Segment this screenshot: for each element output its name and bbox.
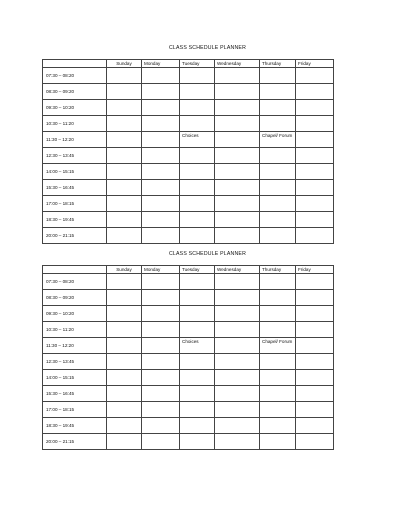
day-header-monday: Monday: [142, 266, 180, 274]
schedule-cell: [296, 338, 334, 354]
schedule-cell: [296, 322, 334, 338]
schedule-cell: [260, 418, 296, 434]
schedule-row: [43, 290, 334, 306]
schedule-cell: [215, 196, 260, 212]
day-header-friday: Friday: [296, 60, 334, 68]
schedule-row: [43, 386, 334, 402]
schedule-cell: [215, 116, 260, 132]
schedule-row: [43, 148, 334, 164]
schedule-cell: [296, 84, 334, 100]
schedule-cell: [107, 164, 142, 180]
schedule-row: [43, 228, 334, 244]
time-column-header: [43, 266, 107, 274]
schedule-cell: [260, 434, 296, 450]
schedule-cell: [142, 306, 180, 322]
schedule-row: [43, 274, 334, 290]
schedule-cell: [215, 418, 260, 434]
schedule-cell: [215, 322, 260, 338]
schedule-cell: [296, 402, 334, 418]
schedule-cell: [215, 100, 260, 116]
schedule-cell: [260, 322, 296, 338]
schedule-cell: [142, 148, 180, 164]
day-header-friday: Friday: [296, 266, 334, 274]
time-slot-label: 15:30 – 16:45: [43, 386, 107, 402]
schedule-table: [42, 265, 334, 450]
schedule-cell: [142, 338, 180, 354]
schedule-cell: [107, 228, 142, 244]
schedule-row: [43, 354, 334, 370]
schedule-cell: [107, 386, 142, 402]
time-slot-label: 15:30 – 16:45: [43, 180, 107, 196]
day-header-wednesday: Wednesday: [215, 266, 260, 274]
schedule-cell: [260, 354, 296, 370]
schedule-row: [43, 338, 334, 354]
schedule-cell: [296, 354, 334, 370]
schedule-cell: [142, 180, 180, 196]
schedule-cell: [107, 68, 142, 84]
time-slot-label: 17:00 – 18:15: [43, 402, 107, 418]
time-slot-label: 09:30 – 10:20: [43, 306, 107, 322]
time-slot-label: 17:00 – 18:15: [43, 196, 107, 212]
time-slot-label: 18:30 – 19:45: [43, 212, 107, 228]
time-slot-label: 18:30 – 19:45: [43, 418, 107, 434]
schedule-cell: [107, 180, 142, 196]
schedule-row: [43, 402, 334, 418]
schedule-row: [43, 68, 334, 84]
time-column-header: [43, 60, 107, 68]
schedule-cell: [180, 306, 215, 322]
schedule-cell: [180, 100, 215, 116]
schedule-cell: [296, 306, 334, 322]
schedule-cell: [296, 196, 334, 212]
schedule-cell: [142, 132, 180, 148]
schedule-cell: [180, 434, 215, 450]
schedule-cell: [260, 84, 296, 100]
schedule-cell: [142, 68, 180, 84]
planner-title: CLASS SCHEDULE PLANNER: [168, 45, 247, 51]
schedule-cell: [180, 274, 215, 290]
time-slot-label: 11:30 – 12:20: [43, 338, 107, 354]
schedule-cell: [260, 274, 296, 290]
day-header-tuesday: Tuesday: [180, 266, 215, 274]
schedule-cell: [142, 228, 180, 244]
schedule-cell: [142, 196, 180, 212]
schedule-cell: [107, 290, 142, 306]
schedule-cell: [180, 116, 215, 132]
day-header-thursday: Thursday: [260, 266, 296, 274]
schedule-cell: [296, 212, 334, 228]
schedule-cell: [180, 228, 215, 244]
header-row: [43, 266, 334, 274]
schedule-cell: [296, 164, 334, 180]
schedule-row: [43, 212, 334, 228]
schedule-cell: [107, 100, 142, 116]
schedule-cell: [107, 132, 142, 148]
schedule-cell: [142, 418, 180, 434]
schedule-cell: [142, 322, 180, 338]
schedule-cell: Choices: [180, 132, 215, 148]
schedule-cell: [107, 434, 142, 450]
schedule-cell: [107, 274, 142, 290]
schedule-cell: [180, 322, 215, 338]
schedule-cell: [107, 370, 142, 386]
schedule-cell: [180, 148, 215, 164]
time-slot-label: 07:30 – 08:20: [43, 274, 107, 290]
schedule-row: [43, 434, 334, 450]
schedule-row: [43, 84, 334, 100]
schedule-cell: [296, 418, 334, 434]
schedule-cell: [215, 306, 260, 322]
schedule-cell: [260, 180, 296, 196]
schedule-cell: [142, 402, 180, 418]
schedule-row: [43, 180, 334, 196]
schedule-cell: [260, 196, 296, 212]
schedule-cell: [107, 418, 142, 434]
schedule-cell: [142, 164, 180, 180]
time-slot-label: 11:30 – 12:20: [43, 132, 107, 148]
time-slot-label: 08:30 – 09:20: [43, 84, 107, 100]
schedule-planner-1: [42, 44, 333, 244]
schedule-cell: [180, 164, 215, 180]
time-slot-label: 14:00 – 15:15: [43, 164, 107, 180]
day-header-wednesday: Wednesday: [215, 60, 260, 68]
schedule-cell: [215, 228, 260, 244]
schedule-cell: [142, 354, 180, 370]
schedule-cell: [107, 402, 142, 418]
time-slot-label: 20:00 – 21:15: [43, 228, 107, 244]
schedule-cell: [260, 68, 296, 84]
schedule-cell: [296, 180, 334, 196]
schedule-cell: [180, 418, 215, 434]
schedule-cell: [180, 402, 215, 418]
time-slot-label: 12:30 – 13:45: [43, 148, 107, 164]
schedule-cell: [180, 68, 215, 84]
schedule-cell: [180, 370, 215, 386]
schedule-cell: [142, 100, 180, 116]
schedule-cell: [180, 84, 215, 100]
schedule-cell: [142, 84, 180, 100]
schedule-cell: Chapel/ Forum: [260, 338, 296, 354]
planner-title: CLASS SCHEDULE PLANNER: [168, 251, 247, 257]
schedule-row: [43, 418, 334, 434]
schedule-cell: [107, 116, 142, 132]
schedule-row: [43, 370, 334, 386]
schedule-cell: [142, 370, 180, 386]
schedule-cell: [260, 164, 296, 180]
schedule-cell: [215, 354, 260, 370]
schedule-cell: [180, 180, 215, 196]
time-slot-label: 12:30 – 13:45: [43, 354, 107, 370]
schedule-row: [43, 306, 334, 322]
time-slot-label: 14:00 – 15:15: [43, 370, 107, 386]
time-slot-label: 20:00 – 21:15: [43, 434, 107, 450]
day-header-sunday: Sunday: [107, 60, 142, 68]
schedule-cell: [215, 274, 260, 290]
header-row: [43, 60, 334, 68]
schedule-row: [43, 164, 334, 180]
schedule-row: [43, 100, 334, 116]
schedule-cell: [215, 434, 260, 450]
schedule-cell: [107, 338, 142, 354]
schedule-cell: [142, 290, 180, 306]
schedule-cell: [296, 228, 334, 244]
schedule-cell: [215, 212, 260, 228]
schedule-cell: [142, 386, 180, 402]
schedule-cell: [296, 116, 334, 132]
schedule-cell: [296, 148, 334, 164]
schedule-cell: [260, 370, 296, 386]
schedule-cell: [107, 84, 142, 100]
schedule-cell: [215, 180, 260, 196]
day-header-thursday: Thursday: [260, 60, 296, 68]
schedule-cell: [142, 212, 180, 228]
time-slot-label: 07:30 – 08:20: [43, 68, 107, 84]
schedule-cell: [215, 290, 260, 306]
schedule-cell: [215, 68, 260, 84]
schedule-cell: [215, 386, 260, 402]
schedule-cell: [296, 386, 334, 402]
schedule-cell: [215, 148, 260, 164]
time-slot-label: 10:30 – 11:20: [43, 116, 107, 132]
time-slot-label: 10:30 – 11:20: [43, 322, 107, 338]
schedule-cell: [215, 338, 260, 354]
schedule-cell: [260, 212, 296, 228]
schedule-row: [43, 116, 334, 132]
schedule-row: [43, 196, 334, 212]
schedule-cell: [260, 228, 296, 244]
schedule-cell: [296, 68, 334, 84]
schedule-cell: [296, 274, 334, 290]
schedule-cell: [142, 116, 180, 132]
schedule-cell: [260, 290, 296, 306]
schedule-cell: [180, 386, 215, 402]
schedule-cell: [107, 148, 142, 164]
schedule-cell: [260, 100, 296, 116]
schedule-cell: [107, 306, 142, 322]
schedule-table: [42, 59, 334, 244]
time-slot-label: 09:30 – 10:20: [43, 100, 107, 116]
schedule-cell: [107, 212, 142, 228]
schedule-cell: [107, 196, 142, 212]
schedule-cell: [215, 164, 260, 180]
schedule-cell: [296, 132, 334, 148]
schedule-cell: [296, 290, 334, 306]
schedule-cell: [107, 354, 142, 370]
schedule-cell: [260, 116, 296, 132]
time-slot-label: 08:30 – 09:20: [43, 290, 107, 306]
schedule-planner-2: [42, 250, 333, 450]
schedule-cell: [215, 402, 260, 418]
schedule-cell: Chapel/ Forum: [260, 132, 296, 148]
schedule-cell: [180, 196, 215, 212]
schedule-cell: [260, 148, 296, 164]
day-header-monday: Monday: [142, 60, 180, 68]
day-header-tuesday: Tuesday: [180, 60, 215, 68]
day-header-sunday: Sunday: [107, 266, 142, 274]
schedule-cell: [215, 84, 260, 100]
schedule-cell: Choices: [180, 338, 215, 354]
schedule-cell: [142, 434, 180, 450]
schedule-cell: [215, 132, 260, 148]
schedule-cell: [296, 370, 334, 386]
schedule-cell: [180, 290, 215, 306]
schedule-cell: [260, 306, 296, 322]
schedule-cell: [215, 370, 260, 386]
schedule-cell: [260, 402, 296, 418]
schedule-cell: [260, 386, 296, 402]
schedule-cell: [180, 212, 215, 228]
schedule-cell: [142, 274, 180, 290]
schedule-cell: [107, 322, 142, 338]
schedule-cell: [180, 354, 215, 370]
schedule-row: [43, 322, 334, 338]
schedule-cell: [296, 100, 334, 116]
schedule-cell: [296, 434, 334, 450]
schedule-row: [43, 132, 334, 148]
